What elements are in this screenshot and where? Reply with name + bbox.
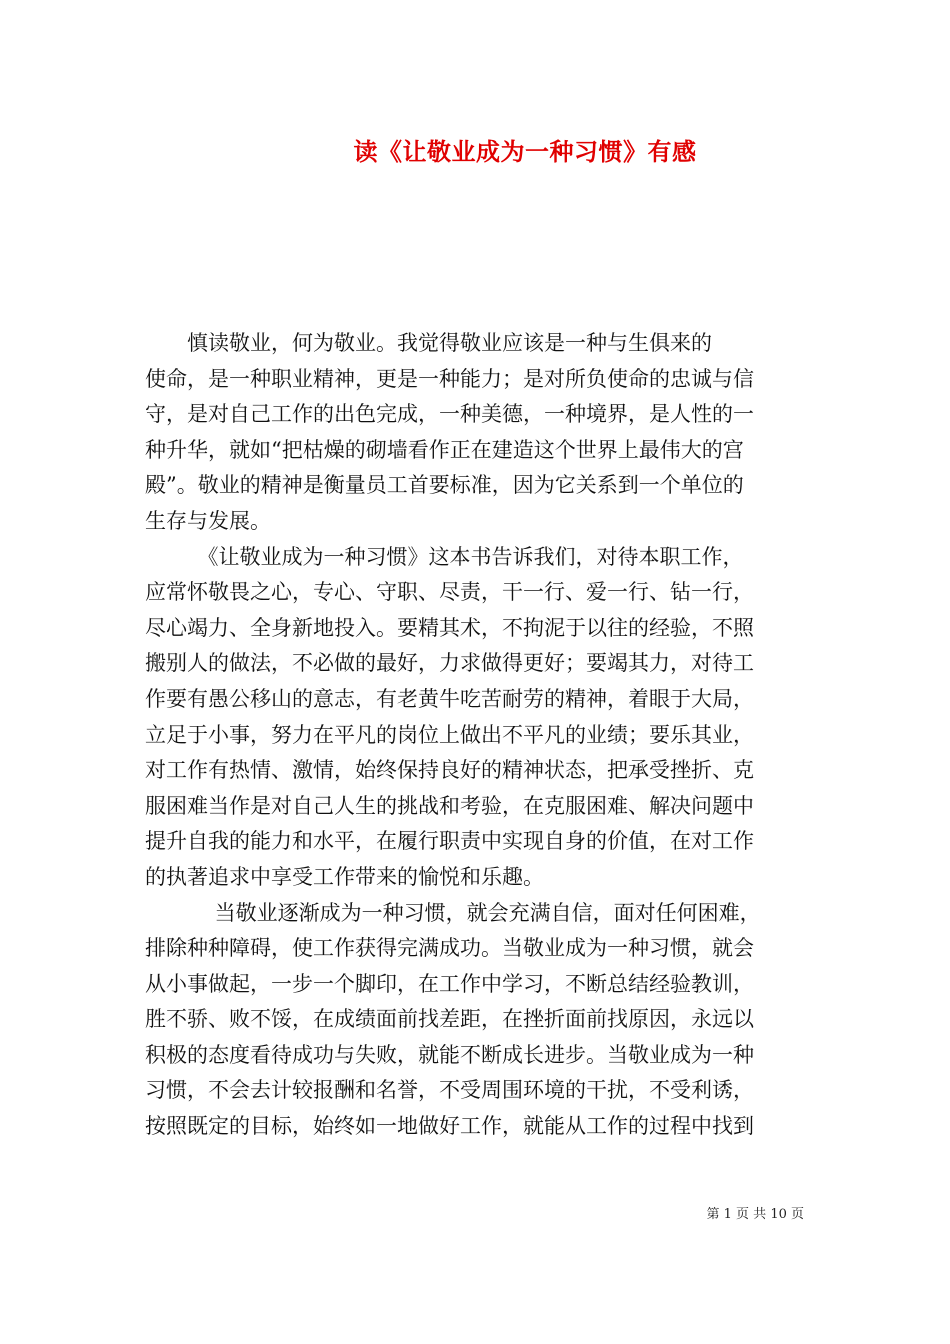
text-line: 生存与发展。 [145,508,271,533]
document-body [145,326,810,1145]
text-line: 提升自我的能力和水平，在履行职责中实现自身的价值，在对工作 [145,829,754,854]
text-line: 殿”。敬业的精神是衡量员工首要标准，因为它关系到一个单位的 [145,473,744,498]
text-line: 应常怀敬畏之心，专心、守职、尽责，干一行、爱一行、钻一行， [145,580,754,605]
text-line: 种升华，就如“把枯燥的砌墙看作正在建造这个世界上最伟大的宫 [145,437,744,462]
text-line: 习惯，不会去计较报酬和名誉，不受周围环境的干扰，不受利诱， [145,1078,754,1103]
document-title: 读《让敬业成为一种习惯》有感 [353,137,697,166]
text-line: 的执著追求中享受工作带来的愉悦和乐趣。 [145,864,544,889]
text-line: 服困难当作是对自己人生的挑战和考验，在克服困难、解决问题中 [145,793,754,818]
text-line: 使命，是一种职业精神，更是一种能力；是对所负使命的忠诚与信 [145,366,754,391]
text-line: 积极的态度看待成功与失败，就能不断成长进步。当敬业成为一种 [145,1042,754,1067]
paragraph [145,326,810,540]
text-line: 守，是对自己工作的出色完成，一种美德，一种境界，是人性的一 [145,402,754,427]
text-line: 作要有愚公移山的意志，有老黄牛吃苦耐劳的精神，着眼于大局， [145,686,754,711]
text-line: 胜不骄、败不馁，在成绩面前找差距，在挫折面前找原因，永远以 [145,1007,754,1032]
paragraph [145,540,810,896]
text-line: 当敬业逐渐成为一种习惯，就会充满自信，面对任何困难， [145,900,761,925]
text-line: 慎读敬业，何为敬业。我觉得敬业应该是一种与生俱来的 [145,331,712,355]
text-line: 搬别人的做法，不必做的最好，力求做得更好；要竭其力，对待工 [145,651,754,676]
text-line: 对工作有热情、激情，始终保持良好的精神状态，把承受挫折、克 [145,758,754,783]
paragraph [145,896,810,1145]
text-line: 排除种种障碍，使工作获得完满成功。当敬业成为一种习惯，就会 [145,936,754,961]
page-footer: 第 1 页 共 10 页 [706,1207,804,1222]
text-line: 从小事做起，一步一个脚印，在工作中学习，不断总结经验教训， [145,971,754,996]
text-line: 《让敬业成为一种习惯》这本书告诉我们，对待本职工作， [145,544,744,569]
text-line: 尽心竭力、全身新地投入。要精其术，不拘泥于以往的经验，不照 [145,615,754,640]
text-line: 按照既定的目标，始终如一地做好工作，就能从工作的过程中找到 [145,1114,754,1139]
text-line: 立足于小事，努力在平凡的岗位上做出不平凡的业绩；要乐其业， [145,722,754,747]
